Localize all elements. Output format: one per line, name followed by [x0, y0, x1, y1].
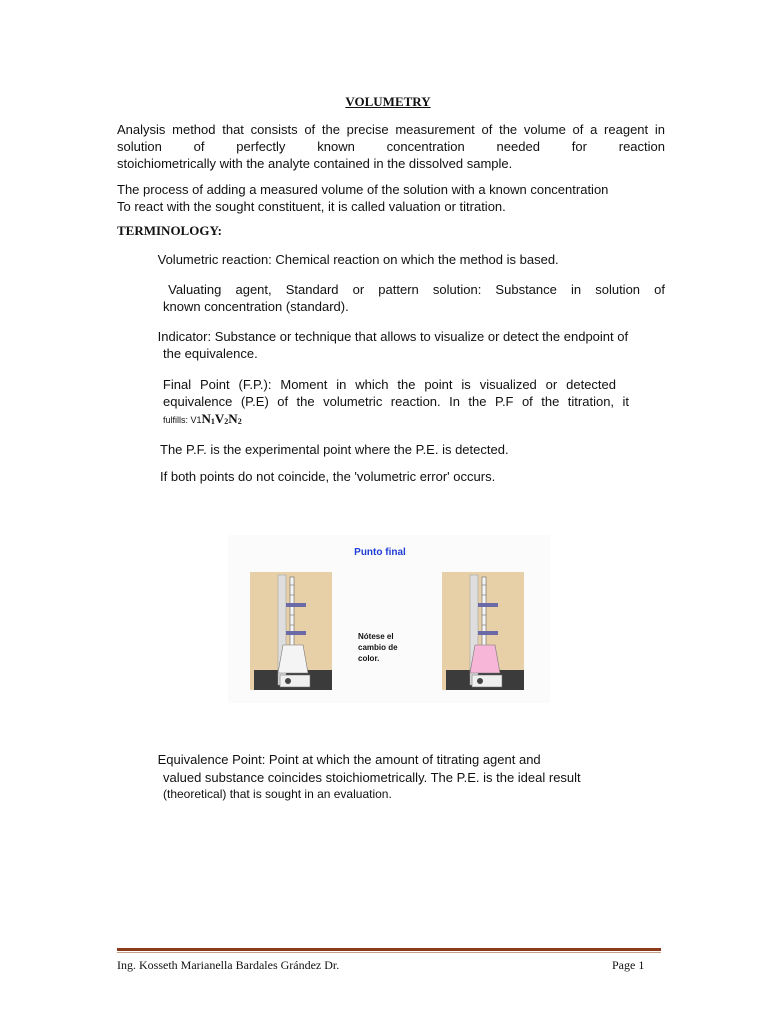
footer-divider-thin — [117, 952, 661, 953]
flask-before — [278, 645, 308, 673]
item-equivalence-cont2: (theoretical) that is sought in an evaluation. — [163, 787, 392, 801]
item-equivalence-point — [141, 751, 665, 768]
terminology-heading: TERMINOLOGY: — [117, 223, 222, 238]
fulfills-label: fulfills: V1 — [163, 415, 202, 425]
figure-title: Punto final — [354, 547, 406, 558]
item-final-point-formula — [141, 410, 687, 430]
flask-after — [470, 645, 500, 673]
definition-text: Analysis method that consists of the precise measurement of the volume of a reagent in solution of perfectly known concentration needed for reaction — [117, 122, 665, 154]
item-valuating-agent — [141, 281, 665, 298]
definition-line-2: stoichiometrically with the analyte contained in the dissolved sample. — [117, 156, 513, 171]
item-text: Indicator: Substance or technique that allows to visualize or detect the endpoint of — [157, 329, 629, 344]
page-title: VOLUMETRY — [345, 94, 431, 109]
item-equivalence-cont: valued substance coincides stoichiometrically. The P.E. is the ideal result — [163, 770, 581, 785]
figure-note-3: color. — [358, 654, 380, 663]
item-text: Valuating agent, Standard or pattern solution: Substance in solution of — [168, 282, 665, 297]
footer-author: Ing. Kosseth Marianella Bardales Grández Dr. — [117, 958, 340, 972]
item-indicator-cont: the equivalence. — [163, 346, 258, 361]
item-valuating-agent-cont: known concentration (standard). — [163, 299, 349, 314]
item-final-point-cont: equivalence (P.E) of the volumetric reaction. In the P.F of the titration, it — [163, 394, 629, 409]
item-text: Equivalence Point: Point at which the amount of titrating agent and — [157, 752, 541, 767]
formula — [202, 411, 242, 426]
item-text: Final Point (F.P.): Moment in which the point is visualized or detected — [162, 377, 616, 392]
process-line-1: The process of adding a measured volume of the solution with a known concentration — [117, 182, 609, 197]
footer-page-number: Page 1 — [612, 958, 645, 972]
item-indicator — [141, 328, 665, 345]
error-note: If both points do not coincide, the 'volumetric error' occurs. — [160, 469, 496, 484]
footer-divider — [117, 948, 661, 951]
pf-note: The P.F. is the experimental point where the P.E. is detected. — [160, 442, 509, 457]
titration-illustration — [228, 535, 550, 703]
formula-text: $N_1V_2N_2$ — [201, 411, 242, 426]
figure-note-2: cambio de — [358, 643, 398, 652]
item-text: Volumetric reaction: Chemical reaction on which the method is based. — [157, 252, 559, 267]
process-line-2: To react with the sought constituent, it is called valuation or titration. — [117, 199, 506, 214]
before-setup — [250, 572, 332, 690]
after-setup — [442, 572, 524, 690]
definition-line-1 — [117, 121, 665, 155]
titration-figure — [228, 535, 550, 703]
figure-note-1: Nótese el — [358, 632, 394, 641]
item-volumetric-reaction — [141, 251, 665, 268]
item-final-point — [141, 376, 616, 393]
